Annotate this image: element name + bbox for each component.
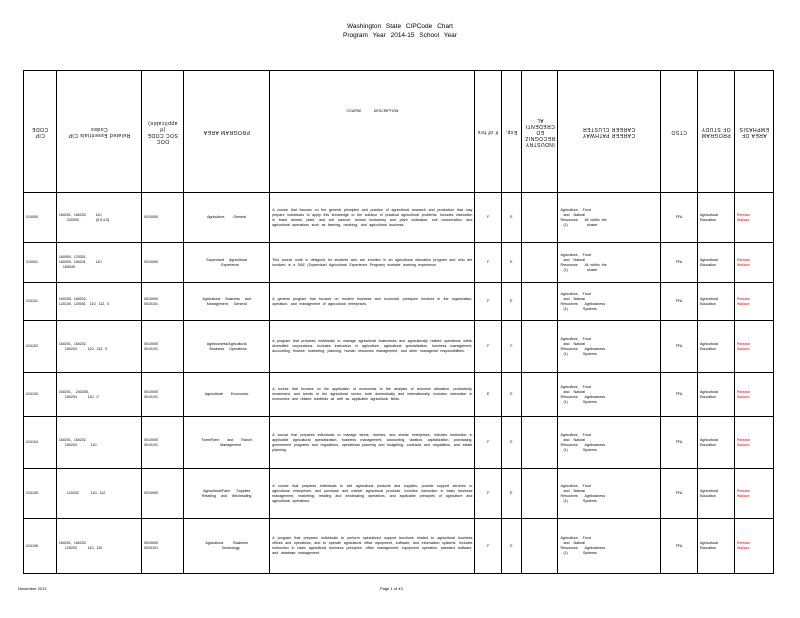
cip-code-cell: 010000 (24, 193, 57, 243)
hours-cell: E (475, 373, 502, 417)
area-of-emphasis-cell: Release Wallace (734, 519, 773, 574)
course-description-cell: A program that prepares individuals to perform specialized support functions related to agricultural business offices and operations, and to operate agricultural office equipment, software, and information systems. Includes instruction in basic agricultural business principles, office management, equipment operation, standard software, and database management. (270, 519, 475, 574)
area-of-emphasis-cell: Release Wallace (734, 469, 773, 519)
hours-cell: F (475, 283, 502, 321)
header-area-of-emphasis: AREA OF EMPHASIS (734, 71, 773, 193)
table-row (24, 193, 774, 243)
title-line-1: Washington State CIPCode Chart (347, 23, 453, 30)
exp-cell: E (502, 519, 521, 574)
hours-cell: F (475, 321, 502, 373)
header-exp: Exp. (502, 71, 521, 193)
table-row (24, 417, 774, 469)
soc-code-cell: 0010000 0010101 (141, 417, 183, 469)
area-of-emphasis-cell: Release Wallace (734, 283, 773, 321)
program-area-cell: Supervised Agricultural Experience (184, 243, 270, 283)
title-line-2: Program Year 2014-15 School Year (343, 32, 457, 39)
header-career-cluster: CAREER CLUSTER CAREER PATHWAY (558, 71, 661, 193)
header-related-codes: Related Essentials CIP Codes (56, 71, 141, 193)
career-cluster-cell: Agriculture, Food and Natural Resources Agribusiness (1) Systems (558, 469, 661, 519)
header-program-area: PROGRAM AREA (184, 71, 270, 193)
ctso-cell: FFA (661, 321, 698, 373)
exp-cell: F (502, 321, 521, 373)
cip-code-cell: 010105 (24, 469, 57, 519)
soc-code-cell: 0010000 0010101 (141, 373, 183, 417)
header-cip-code: CIP CODE (24, 71, 57, 193)
header-credential: INDUSTRY RECOGNIZED CREDENTIAL (521, 71, 558, 193)
table-row (24, 243, 774, 283)
career-cluster-cell: Agriculture, Food and Natural Resources All within the (1) cluster (558, 243, 661, 283)
related-codes-cell: 160201, 160202, 160203 110, 112, 0 (56, 321, 141, 373)
ctso-cell: FFA (661, 373, 698, 417)
program-of-study-cell: Agricultural Education (698, 373, 735, 417)
header-course-description: COURSE DESCRIPTION (270, 71, 475, 193)
program-of-study-cell: Agricultural Education (698, 243, 735, 283)
cip-code-cell: 010102 (24, 321, 57, 373)
hours-cell: F (475, 519, 502, 574)
course-description-cell: A course that prepares individuals to manage farms, ranches, and similar enterprises. Includes instruction in applicable agricultural specialization, business management, accounting, taxation, capitalization, purchasing, government programs and regulations, operational planning and budgeting, contracts and negotiation, and estate planning. (270, 417, 475, 469)
footer-date: December 2013 (18, 586, 47, 591)
course-description-cell: A course that focuses on the general principles and practice of agricultural research and production that may prepare individuals to apply this knowledge to the solution of practical agricultural problems. Includes instruction in basic animal, plant, and soil science; animal husbandry and plant cultivation; soil conservation; and agricultural operations such as farming, ranching, and agricultural business. (270, 193, 475, 243)
soc-code-cell: 0010000 (141, 243, 183, 283)
program-of-study-cell: Agricultural Education (698, 193, 735, 243)
credential-cell (521, 417, 558, 469)
area-of-emphasis-cell: Release Wallace (734, 321, 773, 373)
related-codes-cell: 160201, 160202, 120203 110, 110 (56, 519, 141, 574)
soc-code-cell: 0010000 0010101 (141, 321, 183, 373)
credential-cell (521, 283, 558, 321)
table-body (24, 193, 774, 574)
header-hours: # of hrs (475, 71, 502, 193)
credential-cell (521, 193, 558, 243)
program-area-cell: Agriculture, General (184, 193, 270, 243)
table-row (24, 519, 774, 574)
exp-cell: E (502, 469, 521, 519)
course-description-cell: A program that prepares individuals to manage agricultural businesses and agriculturally related operations within diversified corporations. Includes instruction in agriculture, agricultural specialization, business management, accounting, finance, marketing, planning, human resources management, and other managerial responsibilities. (270, 321, 475, 373)
program-area-cell: Agricultural Economics (184, 373, 270, 417)
program-of-study-cell: Agricultural Education (698, 469, 735, 519)
related-codes-cell: 160205, 160202, 120100, 120001 110, 112, 0 (56, 283, 141, 321)
table-row (24, 373, 774, 417)
career-cluster-cell: Agriculture, Food and Natural Resources All within the (1) cluster (558, 193, 661, 243)
soc-code-cell: 0010000 (141, 193, 183, 243)
cip-code-table (23, 70, 774, 574)
exp-cell: E (502, 193, 521, 243)
hours-cell: F (475, 417, 502, 469)
program-area-cell: Agricultural Business Technology (184, 519, 270, 574)
ctso-cell: FFA (661, 519, 698, 574)
course-description-cell: A general program that focuses on modern business and economic principles involved in the organization, operation, and management of agricultural enterprises. (270, 283, 475, 321)
ctso-cell: FFA (661, 283, 698, 321)
exp-cell: E (502, 417, 521, 469)
related-codes-cell: 160201, 160202, 110 230000 (5,5,4,5) (56, 193, 141, 243)
related-codes-cell: 120202 110, 112 (56, 469, 141, 519)
soc-code-cell: 0010000 0010101 (141, 519, 183, 574)
program-area-cell: Agricultural Business and Management, General (184, 283, 270, 321)
soc-code-cell: 0010000 (141, 469, 183, 519)
course-description-cell: This course code is designed for students who are enrolled in an agricultural education program and who are involved in a SAE (Supervised Agricultural Experience Program) worksite learning experience. (270, 243, 475, 283)
credential-cell (521, 469, 558, 519)
ctso-cell: FFA (661, 417, 698, 469)
course-description-cell: A course that prepares individuals to sell agricultural products and supplies, provide support services to agricultural enterprises, and purchase and market agricultural products. Includes instruction in basic business management, marketing, retailing and wholesaling operations, and applicable principles of agriculture and agricultural operations. (270, 469, 475, 519)
exp-cell: E (502, 243, 521, 283)
program-of-study-cell: Agricultural Education (698, 321, 735, 373)
hours-cell: F (475, 243, 502, 283)
table-row (24, 469, 774, 519)
related-codes-cell: 160000, 120301, 160000, 160241, 110 160045 (56, 243, 141, 283)
course-description-cell: A course that focuses on the application of economics to the analysis of resource allocation, productivity, investment, and trends in the agricultural sector, both domestically and internationally. Includes instruction in economics and related subfields as well as applicable agricultural fields. (270, 373, 475, 417)
cip-code-cell: 010103 (24, 373, 57, 417)
table-row (24, 321, 774, 373)
credential-cell (521, 519, 558, 574)
related-codes-cell: 160201, 160202, 160203 110 (56, 417, 141, 469)
header-soc-code: SOC CODE (if applicable) DOC (141, 71, 183, 193)
credential-cell (521, 321, 558, 373)
area-of-emphasis-cell: Release Wallace (734, 417, 773, 469)
header-row (24, 71, 774, 193)
hours-cell: F (475, 193, 502, 243)
exp-cell: E (502, 283, 521, 321)
ctso-cell: FFA (661, 469, 698, 519)
header-program-of-study: PROGRAM OF STUDY (698, 71, 735, 193)
credential-cell (521, 243, 558, 283)
program-area-cell: Agribusiness/Agricultural Business Operations (184, 321, 270, 373)
career-cluster-cell: Agriculture, Food and Natural Resources Agribusiness (1) Systems (558, 519, 661, 574)
program-area-cell: Farm/Farm and Ranch Management (184, 417, 270, 469)
soc-code-cell: 0010000 0010101 (141, 283, 183, 321)
career-cluster-cell: Agriculture, Food and Natural Resources Agribusiness (1) Systems (558, 321, 661, 373)
career-cluster-cell: Agriculture, Food and Natural Resources Agribusiness (1) Systems (558, 373, 661, 417)
cip-code-cell: 010106 (24, 519, 57, 574)
area-of-emphasis-cell: Release Wallace (734, 243, 773, 283)
ctso-cell: FFA (661, 193, 698, 243)
area-of-emphasis-cell: Release Wallace (734, 373, 773, 417)
footer-page-number: Page 1 of 43 (380, 586, 403, 591)
program-area-cell: Agricultural/Farm Supplies Retailing and Wholesaling (184, 469, 270, 519)
career-cluster-cell: Agriculture, Food and Natural Resources Agribusiness (1) Systems (558, 283, 661, 321)
cip-code-cell: 010101 (24, 283, 57, 321)
hours-cell: F (475, 469, 502, 519)
program-of-study-cell: Agricultural Education (698, 283, 735, 321)
area-of-emphasis-cell: Release Wallace (734, 193, 773, 243)
related-codes-cell: 240201, 240205, 160204 110, 0 (56, 373, 141, 417)
header-ctso: CTSO (661, 71, 698, 193)
ctso-cell: FFA (661, 243, 698, 283)
cip-code-cell: 010104 (24, 417, 57, 469)
program-of-study-cell: Agricultural Education (698, 519, 735, 574)
exp-cell: E (502, 373, 521, 417)
table-row (24, 283, 774, 321)
document-title (0, 22, 800, 40)
cip-code-cell: 010001 (24, 243, 57, 283)
career-cluster-cell: Agriculture, Food and Natural Resources Agribusiness (1) Systems (558, 417, 661, 469)
program-of-study-cell: Agricultural Education (698, 417, 735, 469)
credential-cell (521, 373, 558, 417)
